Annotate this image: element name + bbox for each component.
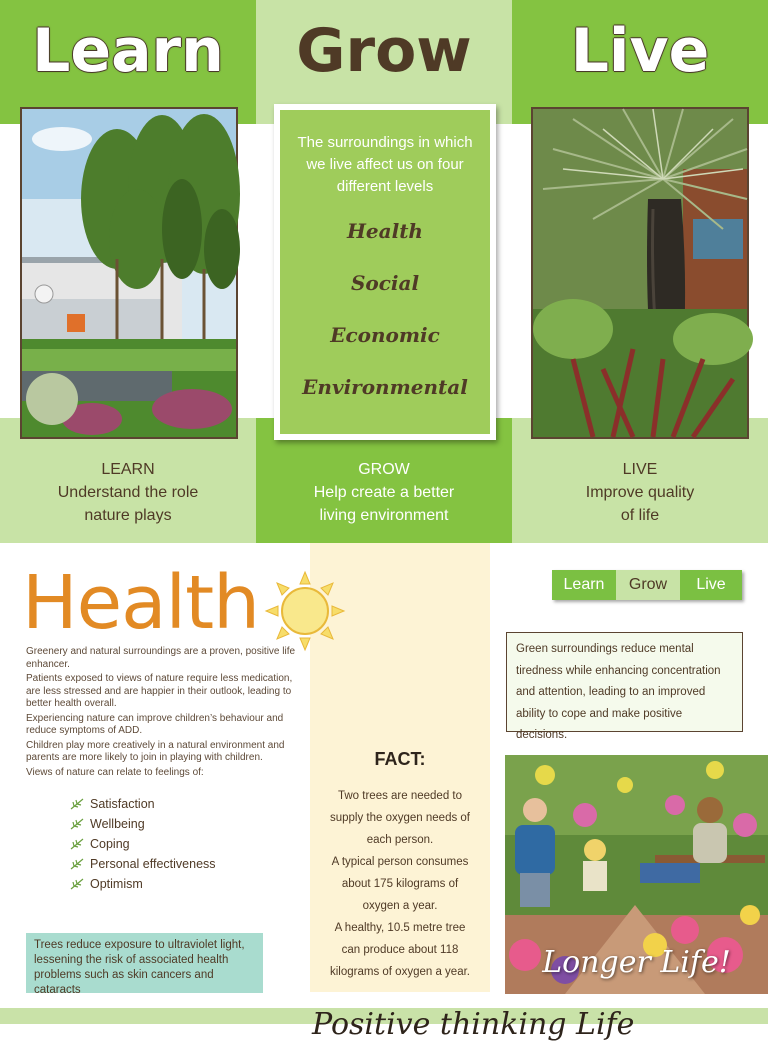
caption-learn-title: LEARN — [101, 461, 155, 478]
caption-live-line2: of life — [620, 507, 660, 524]
benefit-label: Wellbeing — [90, 816, 145, 831]
health-paragraph: Experiencing nature can improve children’s behaviour and reduce symptoms of ADD. — [26, 712, 284, 736]
title-live: Live — [570, 16, 710, 86]
mini-nav — [552, 570, 742, 600]
fact-line: A healthy, 10.5 metre tree — [334, 922, 466, 934]
benefit-item — [70, 794, 216, 814]
caption-grow — [256, 458, 512, 527]
fact-line: A typical person consumes — [331, 856, 469, 868]
leaf-icon — [70, 838, 84, 850]
health-paragraph: Views of nature can relate to feelings of: — [26, 766, 204, 778]
mini-nav-live: Live — [680, 570, 742, 600]
mini-nav-learn: Learn — [552, 570, 616, 600]
photo-caption: Longer Life! — [542, 945, 731, 980]
leaf-icon — [70, 858, 84, 870]
fact-line: oxygen a year. — [362, 900, 438, 912]
caption-live-title: LIVE — [622, 461, 658, 478]
tiredness-note: Green surroundings reduce mental tiredness while enhancing concentration and attention, leading to an improved ability to cope and make positive decisions. — [506, 632, 743, 732]
caption-grow-line1: Help create a better — [313, 484, 455, 501]
health-paragraph: Greenery and natural surroundings are a proven, positive life enhancer. — [26, 646, 296, 670]
fact-text — [316, 785, 484, 983]
benefit-label: Personal effectiveness — [90, 856, 216, 871]
fact-line: can produce about 118 — [341, 944, 459, 956]
health-heading: Health — [22, 560, 259, 646]
fact-line: Two trees are needed to — [337, 790, 463, 802]
levels-panel-inner — [280, 110, 490, 434]
benefit-item — [70, 834, 216, 854]
title-learn: Learn — [32, 16, 224, 86]
benefit-label: Optimism — [90, 876, 143, 891]
benefit-item — [70, 814, 216, 834]
benefit-item — [70, 854, 216, 874]
title-grow: Grow — [296, 16, 472, 86]
footer-script: Positive thinking Life — [312, 1007, 635, 1042]
health-paragraph: Patients exposed to views of nature require less medication, are less stressed and are happier in their outlook, leading to better health overall. — [26, 673, 293, 709]
uv-note: Trees reduce exposure to ultraviolet light, lessening the risk of associated health problems such as skin cancers and cataracts — [26, 933, 263, 993]
health-body — [26, 646, 306, 781]
benefits-list — [70, 794, 216, 894]
grass-tree-photo — [531, 107, 749, 439]
health-paragraph: Children play more creatively in a natural environment and parents are more likely to join in playing with children. — [26, 739, 285, 763]
levels-intro-text: The surroundings in which we live affect us on four different levels — [297, 134, 473, 195]
family-garden-photo — [505, 755, 768, 994]
leaf-icon — [70, 878, 84, 890]
level-item-environmental: Environmental — [302, 375, 468, 399]
garden-trees-photo — [20, 107, 238, 439]
caption-learn-line1: Understand the role — [57, 484, 199, 501]
garden-trees-illustration — [22, 109, 236, 437]
caption-grow-title: GROW — [358, 461, 410, 478]
leaf-icon — [70, 798, 84, 810]
caption-learn-line2: nature plays — [84, 507, 172, 524]
fact-line: each person. — [366, 834, 434, 846]
caption-grow-line2: living environment — [319, 507, 449, 524]
leaf-icon — [70, 818, 84, 830]
levels-panel — [274, 104, 496, 440]
fact-line: about 175 kilograms of — [341, 878, 459, 890]
levels-list — [280, 216, 490, 424]
mini-nav-grow: Grow — [616, 570, 680, 600]
footer-band — [0, 1007, 768, 1042]
level-item-social: Social — [350, 271, 420, 295]
sun-icon — [264, 570, 346, 652]
fact-line: supply the oxygen needs of — [329, 812, 471, 824]
grass-tree-illustration — [533, 109, 747, 437]
fact-line: kilograms of oxygen a year. — [330, 966, 470, 978]
fact-title: FACT: — [374, 749, 426, 769]
level-item-health: Health — [347, 219, 423, 243]
caption-learn — [0, 458, 256, 527]
caption-live — [512, 458, 768, 527]
benefit-label: Coping — [90, 836, 130, 851]
level-item-economic: Economic — [330, 323, 440, 347]
benefit-label: Satisfaction — [90, 796, 155, 811]
benefit-item — [70, 874, 216, 894]
caption-live-line1: Improve quality — [585, 484, 695, 501]
